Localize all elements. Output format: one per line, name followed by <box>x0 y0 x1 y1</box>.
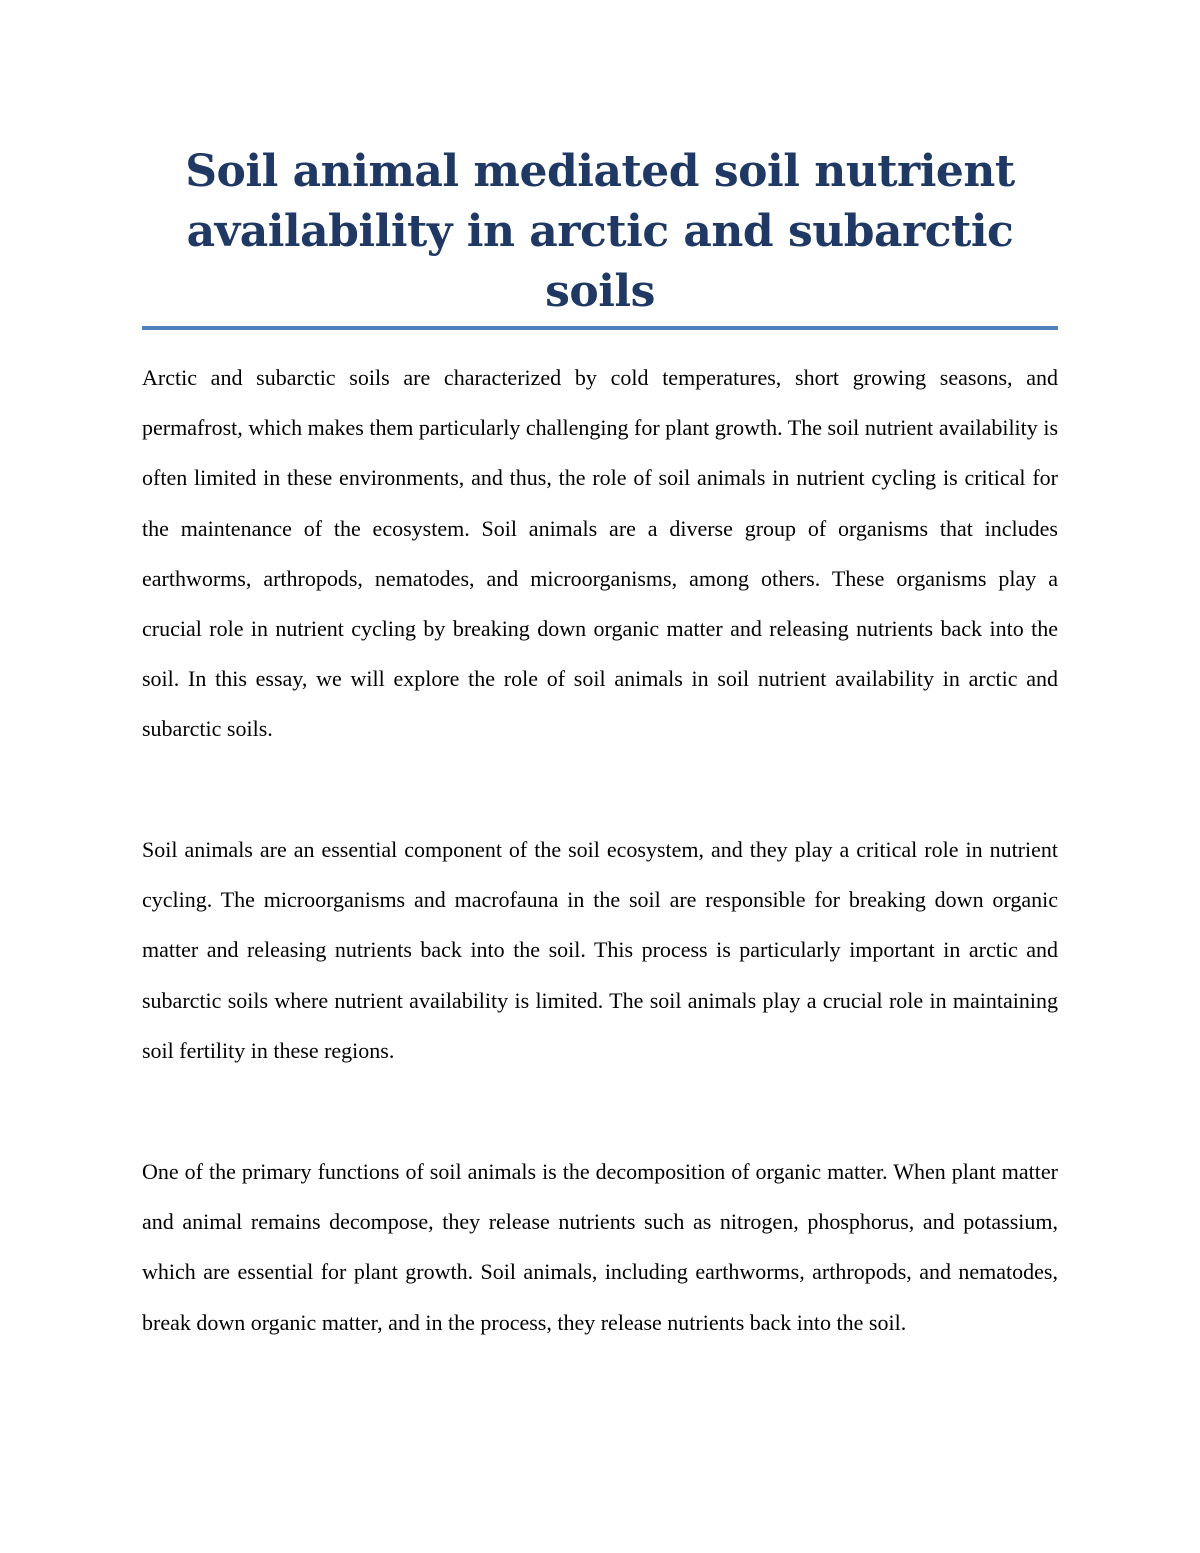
title-divider <box>142 326 1058 330</box>
document-title: Soil animal mediated soil nutrient availability in arctic and subarctic soils <box>185 146 1015 317</box>
paragraph-2: Soil animals are an essential component of the soil ecosystem, and they play a critical role in nutrient cycling. The microorganisms and macrofauna in the soil are responsible for breaking down organic matter and releasing nutrients back into the soil. This process is particularly important in arctic and subarctic soils where nutrient availability is limited. The soil animals play a crucial role in maintaining soil fertility in these regions. <box>142 837 1058 1063</box>
paragraph-3: One of the primary functions of soil animals is the decomposition of organic matter. When plant matter and animal remains decompose, they release nutrients such as nitrogen, phosphorus, and potassium, which are essential for plant growth. Soil animals, including earthworms, arthropods, and nematodes, break down organic matter, and in the process, they release nutrients back into the soil. <box>142 1159 1058 1335</box>
paragraph-1: Arctic and subarctic soils are characterized by cold temperatures, short growing seasons, and permafrost, which makes them particularly challenging for plant growth. The soil nutrient availability is often limited in these environments, and thus, the role of soil animals in nutrient cycling is critical for the maintenance of the ecosystem. Soil animals are a diverse group of organisms that includes earthworms, arthropods, nematodes, and microorganisms, among others. These organisms play a crucial role in nutrient cycling by breaking down organic matter and releasing nutrients back into the soil. In this essay, we will explore the role of soil animals in soil nutrient availability in arctic and subarctic soils. <box>142 365 1058 742</box>
